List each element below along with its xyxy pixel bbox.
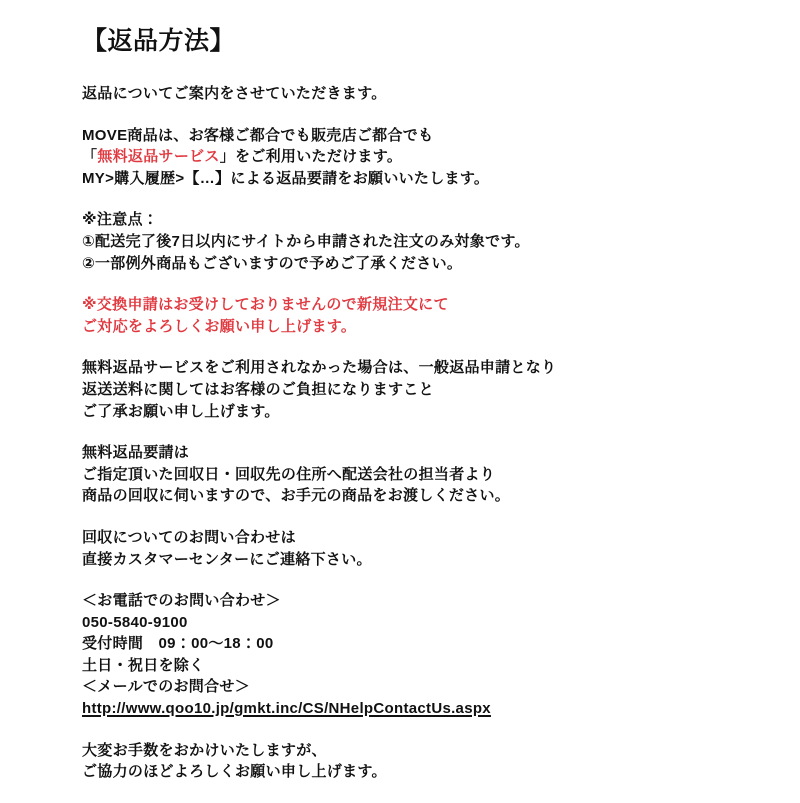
closed-days: 土日・祝日を除く <box>82 656 205 674</box>
service-line-3: MY>購入履歴>【…】による返品要請をお願いいたします。 <box>82 169 490 187</box>
contact-block <box>82 590 742 720</box>
phone-contact-heading: ＜お電話でのお問い合わせ＞ <box>82 592 281 610</box>
pickup-info-line-3: 商品の回収に伺いますので、お手元の商品をお渡しください。 <box>82 487 511 505</box>
general-return-line-3: ご了承お願い申し上げます。 <box>82 402 280 420</box>
closing-paragraph <box>82 740 742 783</box>
service-line-2-prefix: 「 <box>82 148 98 166</box>
pickup-contact-line-2: 直接カスタマーセンターにご連絡下さい。 <box>82 550 372 568</box>
pickup-info-paragraph <box>82 442 742 507</box>
service-line-2 <box>82 146 742 168</box>
general-return-line-2: 返送送料に関してはお客様のご負担になりますこと <box>82 380 434 398</box>
pickup-contact-paragraph <box>82 527 742 570</box>
general-return-line-1: 無料返品サービスをご利用されなかった場合は、一般返品申請となり <box>82 359 557 377</box>
general-return-paragraph <box>82 357 742 422</box>
mail-contact-heading: ＜メールでのお問合せ＞ <box>82 678 251 696</box>
free-return-service-paragraph <box>82 125 742 190</box>
page-title: 【返品方法】 <box>82 27 236 55</box>
intro-paragraph <box>82 83 742 105</box>
pickup-contact-line-1: 回収についてのお問い合わせは <box>82 528 296 546</box>
closing-line-1: 大変お手数をおかけいたしますが、 <box>82 741 327 759</box>
exchange-warning-line-2: ご対応をよろしくお願い申し上げます。 <box>82 317 357 335</box>
service-line-2-suffix: 」をご利用いただけます。 <box>219 148 403 166</box>
pickup-info-line-1: 無料返品要請は <box>82 444 190 462</box>
pickup-info-line-2: ご指定頂いた回収日・回収先の住所へ配送会社の担当者より <box>82 465 496 483</box>
exchange-warning-line-1: ※交換申請はお受けしておりませんので新規注文にて <box>82 296 449 314</box>
notes-item-2: ②一部例外商品もございますので予めご了承ください。 <box>82 254 463 272</box>
closing-line-2: ご協力のほどよろしくお願い申し上げます。 <box>82 763 387 781</box>
exchange-warning-paragraph <box>82 294 742 337</box>
reception-hours: 受付時間 09：00〜18：00 <box>82 635 274 653</box>
notes-heading: ※注意点： <box>82 211 159 229</box>
intro-line: 返品についてご案内をさせていただきます。 <box>82 85 387 102</box>
return-policy-document <box>82 26 742 803</box>
service-line-1: MOVE商品は、お客様ご都合でも販売店ご都合でも <box>82 126 434 144</box>
notes-item-1: ①配送完了後7日以内にサイトから申請された注文のみ対象です。 <box>82 232 530 250</box>
phone-number: 050-5840-9100 <box>82 613 188 631</box>
free-return-service-highlight: 無料返品サービス <box>97 148 220 166</box>
contact-url-link[interactable]: http://www.qoo10.jp/gmkt.inc/CS/NHelpContactUs.aspx <box>82 700 491 718</box>
notes-paragraph <box>82 209 742 274</box>
